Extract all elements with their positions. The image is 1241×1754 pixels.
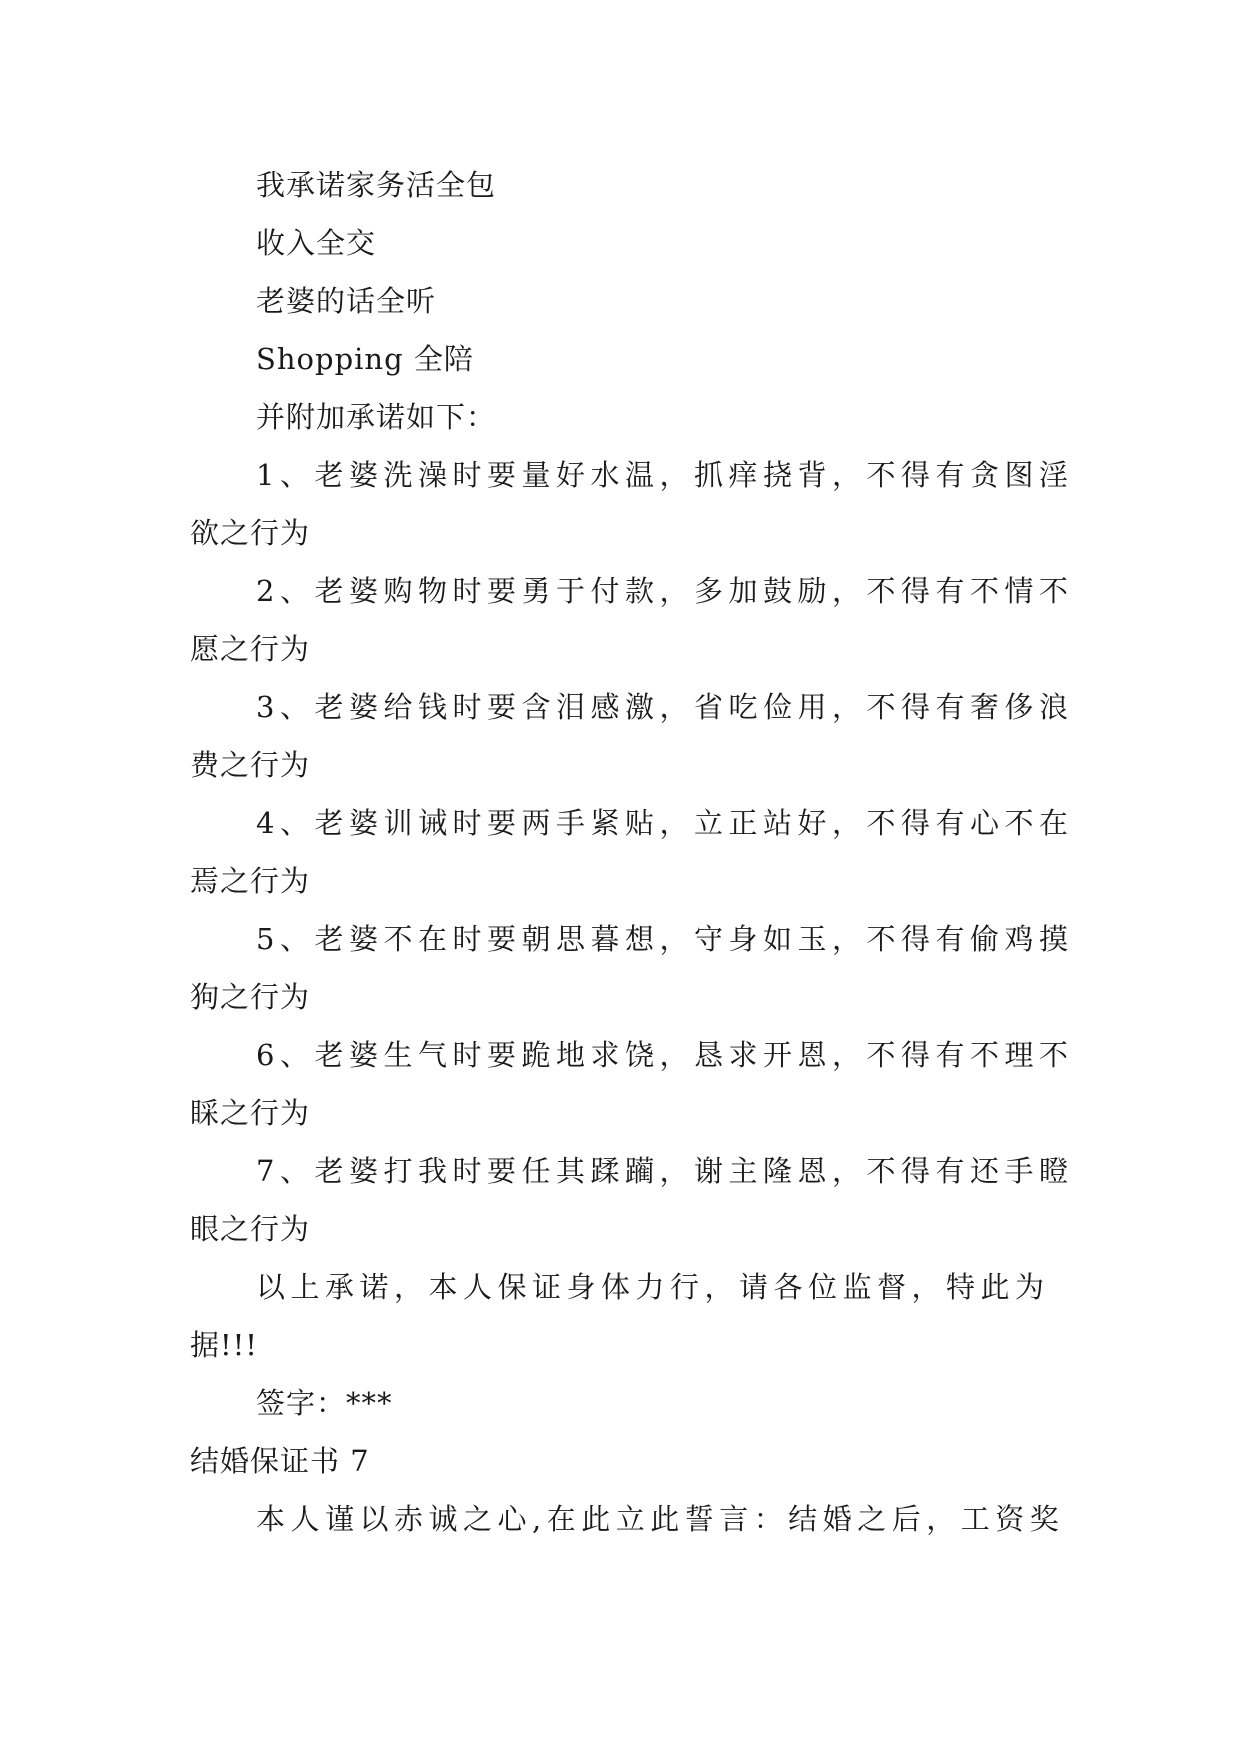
intro-line-5: 并附加承诺如下： (256, 400, 497, 434)
signature-line: 签字：*** (256, 1386, 393, 1420)
commitment-item-1-cont: 欲之行为 (190, 516, 311, 550)
closing-line-1: 以上承诺，本人保证身体力行，请各位监督，特此为 (256, 1270, 1050, 1304)
intro-line-1: 我承诺家务活全包 (256, 168, 497, 202)
commitment-item-4: 4、老婆训诫时要两手紧贴，立正站好，不得有心不在 (256, 806, 1074, 840)
commitment-item-1: 1、老婆洗澡时要量好水温，抓痒挠背，不得有贪图淫 (256, 458, 1074, 492)
commitment-item-5: 5、老婆不在时要朝思暮想，守身如玉，不得有偷鸡摸 (256, 922, 1074, 956)
commitment-item-3: 3、老婆给钱时要含泪感激，省吃俭用，不得有奢侈浪 (256, 690, 1074, 724)
commitment-item-2: 2、老婆购物时要勇于付款，多加鼓励，不得有不情不 (256, 574, 1074, 608)
commitment-item-5-cont: 狗之行为 (190, 980, 311, 1014)
intro-line-4: Shopping 全陪 (256, 342, 474, 376)
commitment-item-7-cont: 眼之行为 (190, 1212, 311, 1246)
intro-line-2: 收入全交 (256, 226, 377, 260)
closing-line-2: 据!!! (190, 1328, 258, 1362)
section-heading: 结婚保证书 7 (190, 1444, 370, 1478)
commitment-item-6: 6、老婆生气时要跪地求饶，恳求开恩，不得有不理不 (256, 1038, 1074, 1072)
intro-line-3: 老婆的话全听 (256, 284, 437, 318)
commitment-item-3-cont: 费之行为 (190, 748, 311, 782)
commitment-item-7: 7、老婆打我时要任其蹂躏，谢主隆恩，不得有还手瞪 (256, 1154, 1074, 1188)
commitment-item-2-cont: 愿之行为 (190, 632, 311, 666)
commitment-item-4-cont: 焉之行为 (190, 864, 311, 898)
commitment-item-6-cont: 睬之行为 (190, 1096, 311, 1130)
next-paragraph-line-1: 本人谨以赤诚之心,在此立此誓言：结婚之后，工资奖 (256, 1502, 1065, 1536)
